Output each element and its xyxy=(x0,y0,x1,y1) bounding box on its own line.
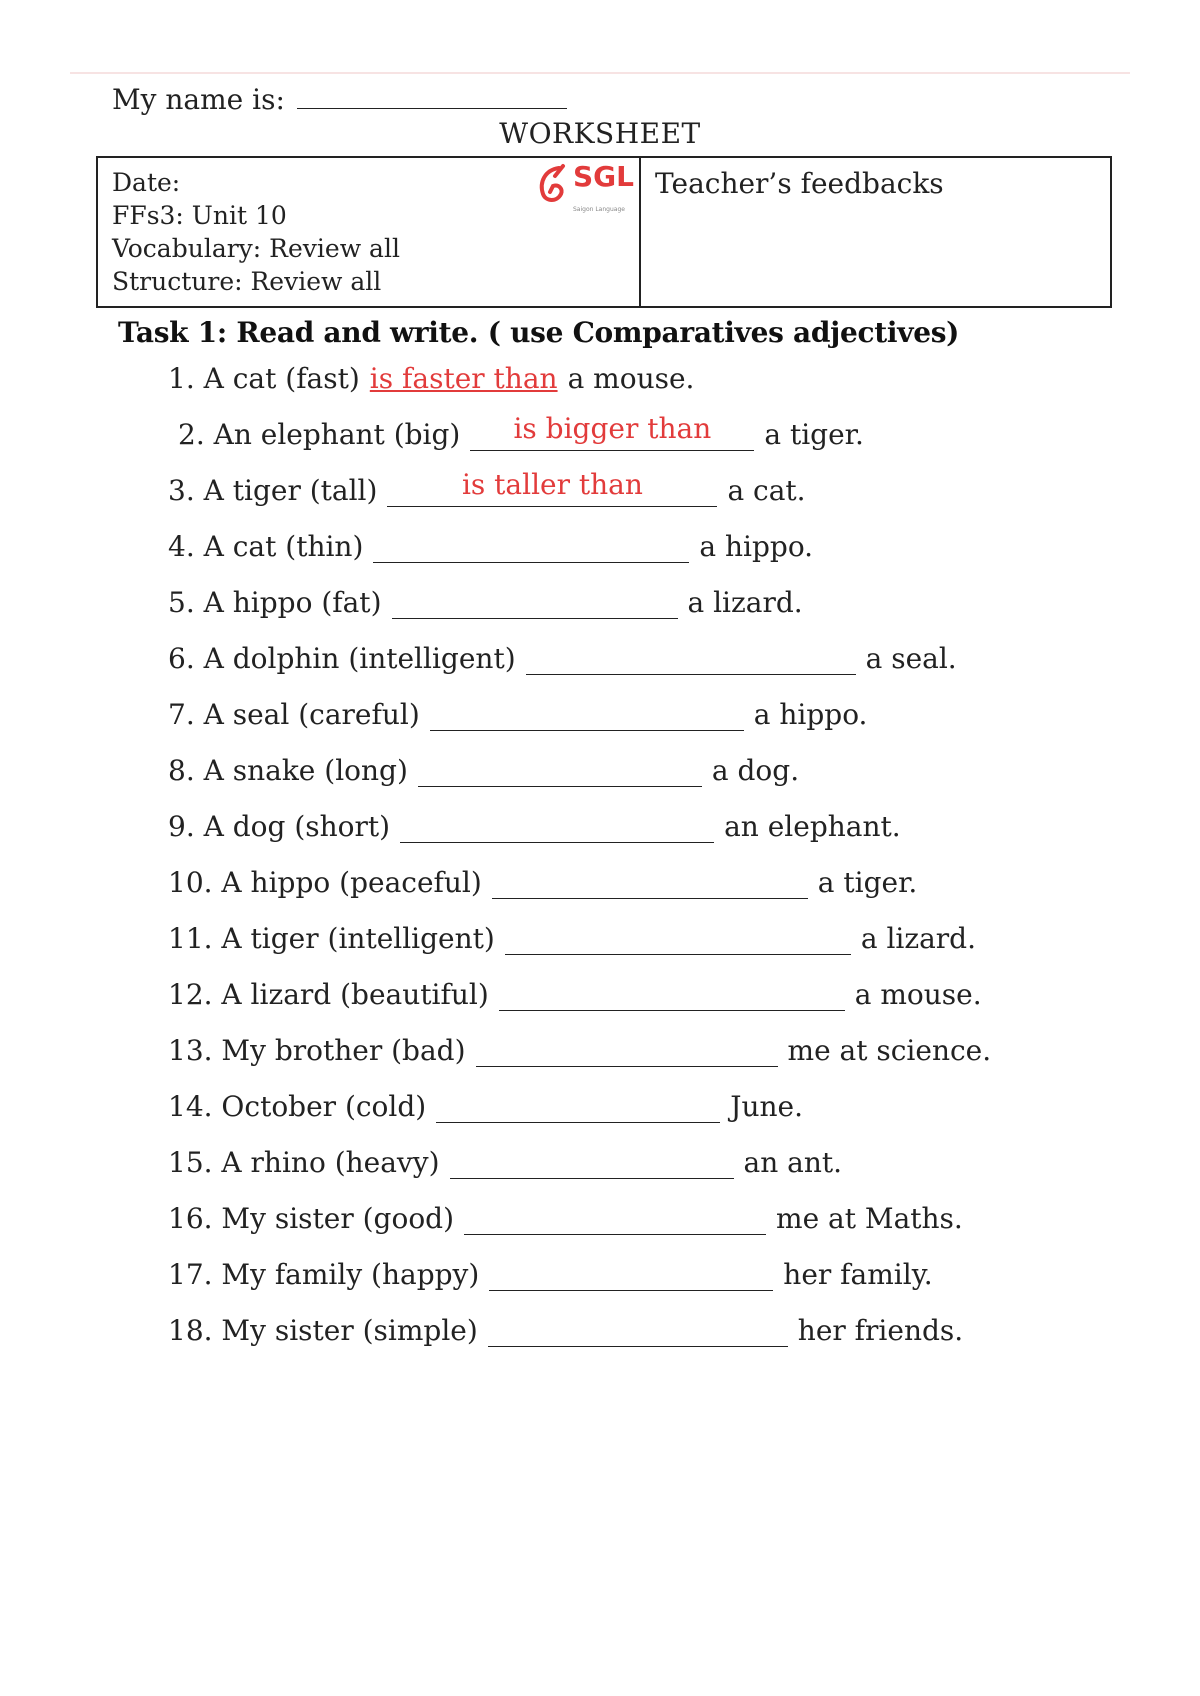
answer-blank[interactable] xyxy=(526,642,856,675)
item-prompt: 3. A tiger (tall) xyxy=(168,474,378,507)
answer-blank[interactable] xyxy=(436,1090,720,1123)
item-ending: me at science. xyxy=(787,1034,992,1067)
exercise-item xyxy=(168,922,976,955)
exercise-item xyxy=(168,362,694,395)
exercise-item xyxy=(168,1146,842,1179)
structure-label: Structure: Review all xyxy=(112,267,382,296)
item-ending: a dog. xyxy=(711,754,800,787)
answer-blank[interactable] xyxy=(464,1202,766,1235)
item-prompt: 17. My family (happy) xyxy=(168,1258,480,1291)
item-prompt: 14. October (cold) xyxy=(168,1090,427,1123)
answer-blank[interactable] xyxy=(488,1314,788,1347)
answer-blank[interactable] xyxy=(373,530,689,563)
item-prompt: 7. A seal (careful) xyxy=(168,698,420,731)
name-line xyxy=(112,80,567,116)
item-ending: an elephant. xyxy=(724,810,901,843)
item-ending: her family. xyxy=(783,1258,933,1291)
answer-blank[interactable] xyxy=(450,1146,734,1179)
answer-blank[interactable] xyxy=(430,698,744,731)
name-label: My name is: xyxy=(112,83,285,116)
item-ending: an ant. xyxy=(743,1146,843,1179)
exercise-item xyxy=(168,468,806,507)
item-ending: a tiger. xyxy=(817,866,918,899)
item-prompt: 10. A hippo (peaceful) xyxy=(168,866,482,899)
exercise-item xyxy=(168,1034,991,1067)
exercise-item xyxy=(168,530,813,563)
item-prompt: 16. My sister (good) xyxy=(168,1202,455,1235)
answer-blank[interactable] xyxy=(499,978,845,1011)
item-ending: me at Maths. xyxy=(776,1202,963,1235)
item-prompt: 13. My brother (bad) xyxy=(168,1034,466,1067)
item-ending: a lizard. xyxy=(687,586,803,619)
item-prompt: 5. A hippo (fat) xyxy=(168,586,382,619)
item-ending: a seal. xyxy=(865,642,957,675)
answer-blank[interactable] xyxy=(400,810,714,843)
item-prompt: 11. A tiger (intelligent) xyxy=(168,922,495,955)
item-prompt: 18. My sister (simple) xyxy=(168,1314,478,1347)
feedback-label: Teacher’s feedbacks xyxy=(655,167,944,200)
feedback-panel xyxy=(641,158,1110,306)
name-blank[interactable] xyxy=(297,80,567,109)
exercise-item xyxy=(168,698,867,731)
item-prompt: 4. A cat (thin) xyxy=(168,530,364,563)
header-box xyxy=(96,156,1112,308)
item-ending: a hippo. xyxy=(699,530,814,563)
item-prompt: 8. A snake (long) xyxy=(168,754,408,787)
exercise-item xyxy=(168,1314,963,1347)
unit-label: FFs3: Unit 10 xyxy=(112,201,287,230)
answer-blank[interactable] xyxy=(492,866,808,899)
top-rule xyxy=(70,72,1130,74)
sgl-logo-icon xyxy=(533,162,573,206)
exercise-item xyxy=(168,642,957,675)
logo-text: SGL xyxy=(573,160,634,193)
exercise-item xyxy=(168,1258,933,1291)
item-ending: a hippo. xyxy=(753,698,868,731)
item-prompt: 9. A dog (short) xyxy=(168,810,391,843)
item-ending: a mouse. xyxy=(567,362,695,395)
answer-blank[interactable] xyxy=(392,586,678,619)
item-prompt: 2. An elephant (big) xyxy=(178,418,461,451)
item-ending: a cat. xyxy=(727,474,806,507)
answer-blank[interactable] xyxy=(505,922,851,955)
exercise-item xyxy=(178,412,864,451)
answer-text: is bigger than xyxy=(513,412,712,445)
answer-text: is faster than xyxy=(369,362,558,395)
item-prompt: 6. A dolphin (intelligent) xyxy=(168,642,516,675)
answer-blank[interactable] xyxy=(489,1258,773,1291)
answer-blank[interactable] xyxy=(418,754,702,787)
exercise-item xyxy=(168,978,982,1011)
item-prompt: 15. A rhino (heavy) xyxy=(168,1146,440,1179)
vocabulary-label: Vocabulary: Review all xyxy=(112,234,400,263)
item-ending: her friends. xyxy=(797,1314,964,1347)
page-title: WORKSHEET xyxy=(499,117,701,150)
exercise-item xyxy=(168,1090,803,1123)
exercise-item xyxy=(168,586,803,619)
task-heading: Task 1: Read and write. ( use Comparatives adjectives) xyxy=(118,316,960,349)
item-prompt: 12. A lizard (beautiful) xyxy=(168,978,489,1011)
exercise-item xyxy=(168,754,799,787)
item-ending: a tiger. xyxy=(764,418,864,451)
info-panel xyxy=(98,158,641,306)
exercise-item xyxy=(168,810,901,843)
exercise-item xyxy=(168,866,917,899)
sgl-logo xyxy=(533,160,637,213)
exercise-item xyxy=(168,1202,963,1235)
item-ending: a mouse. xyxy=(854,978,982,1011)
date-label: Date: xyxy=(112,168,181,197)
logo-subtext: Saigon Language xyxy=(573,206,625,213)
item-prompt: 1. A cat (fast) xyxy=(168,362,360,395)
item-ending: a lizard. xyxy=(860,922,977,955)
answer-blank[interactable] xyxy=(470,412,754,451)
answer-blank[interactable] xyxy=(387,468,717,507)
answer-blank[interactable] xyxy=(476,1034,778,1067)
item-ending: June. xyxy=(730,1090,803,1123)
answer-text: is taller than xyxy=(461,468,643,501)
